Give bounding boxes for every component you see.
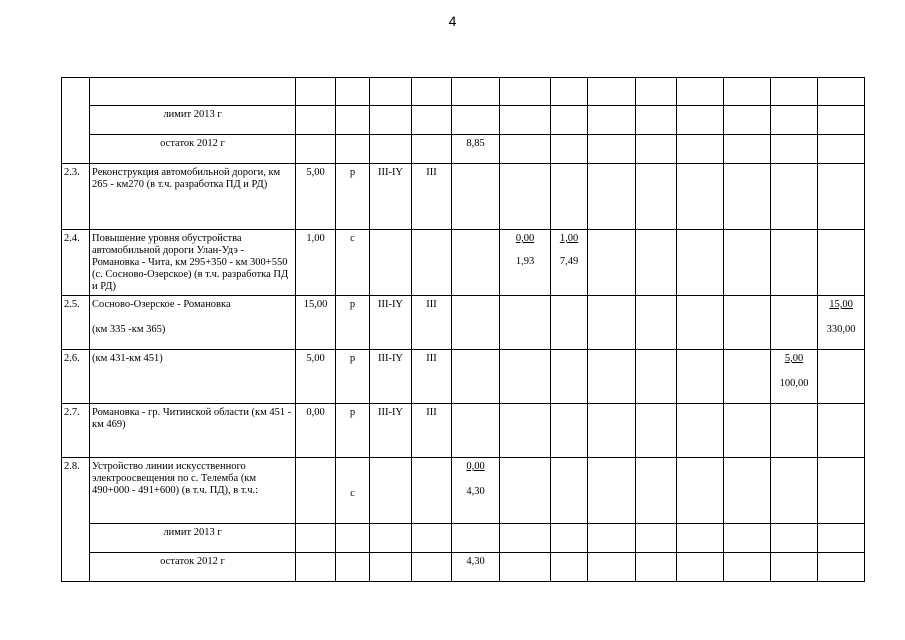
description-text-2: (км 335 -км 365): [92, 324, 166, 335]
table-row: [62, 106, 865, 135]
value-bottom: 4,30: [466, 486, 485, 497]
description-cell: Реконструкция автомобильной дороги, км 265 - км270 (в т.ч. разработка ПД и РД): [90, 164, 296, 230]
value-bottom: 100,00: [779, 378, 809, 389]
description-cell: (км 431-км 451): [90, 350, 296, 404]
class-cell: III: [412, 164, 452, 230]
number-cell: 2.3.: [62, 164, 90, 230]
value-cell: 4,30: [452, 553, 500, 582]
table-row: [62, 458, 865, 524]
description-cell: лимит 2013 г: [90, 524, 296, 553]
table-row: [62, 135, 865, 164]
category-cell: III-IY: [370, 404, 412, 458]
description-cell: остаток 2012 г: [90, 135, 296, 164]
value-top: 5,00: [784, 353, 804, 364]
value-cell: 5,00: [296, 350, 336, 404]
value-cell: 1,00: [296, 230, 336, 296]
type-cell: р: [336, 350, 370, 404]
type-cell: [336, 458, 370, 524]
description-cell: Романовка - гр. Читинской области (км 451 - км 469): [90, 404, 296, 458]
value-cell: [452, 458, 500, 524]
class-cell: III: [412, 296, 452, 350]
type-cell: р: [336, 296, 370, 350]
description-cell: лимит 2013 г: [90, 106, 296, 135]
value-top: 0,00: [515, 233, 535, 244]
number-cell: 2.5.: [62, 296, 90, 350]
value-top: 1,00: [559, 233, 579, 244]
value-top: 15,00: [829, 299, 853, 310]
category-cell: III-IY: [370, 164, 412, 230]
table-row: [62, 164, 865, 230]
table-row: [62, 296, 865, 350]
description-cell: остаток 2012 г: [90, 553, 296, 582]
page-number: 4: [448, 13, 457, 29]
description-text: Сосново-Озерское - Романовка: [92, 299, 231, 310]
type-cell: р: [336, 404, 370, 458]
number-cell: [62, 78, 90, 164]
table-row: [62, 553, 865, 582]
class-cell: III: [412, 350, 452, 404]
value-cell: [771, 350, 818, 404]
number-cell: 2.7.: [62, 404, 90, 458]
type-text: с: [350, 488, 355, 499]
description-cell: Устройство линии искусственного электроосвещения по с. Телемба (км 490+000 - 491+600) (в т.ч. ПД), в т.ч.:: [90, 458, 296, 524]
description-cell: [90, 230, 296, 296]
number-cell: 2.8.: [62, 458, 90, 582]
value-bottom: 330,00: [826, 324, 856, 335]
value-top: 0,00: [466, 461, 485, 472]
table-row: [62, 404, 865, 458]
category-cell: III-IY: [370, 296, 412, 350]
value-cell: 8,85: [452, 135, 500, 164]
value-cell: [818, 296, 865, 350]
works-table: [61, 77, 865, 582]
table-row: [62, 230, 865, 296]
description-cell: [90, 78, 296, 106]
description-text: Повышение уровня обустройства автомобильной дороги Улан-Удэ - Романовка - Чита, км 295+350 - км 300+550 (с. Сосново-Озерское) (в т.ч. разработка ПД и РД): [92, 233, 289, 292]
value-cell: [500, 230, 551, 296]
number-cell: 2.4.: [62, 230, 90, 296]
value-cell: 5,00: [296, 164, 336, 230]
class-cell: III: [412, 404, 452, 458]
value-cell: 15,00: [296, 296, 336, 350]
table-row: [62, 524, 865, 553]
description-cell: [90, 296, 296, 350]
category-cell: III-IY: [370, 350, 412, 404]
value-cell: [551, 230, 588, 296]
value-cell: 0,00: [296, 404, 336, 458]
type-cell: р: [336, 164, 370, 230]
value-bottom: 7,49: [559, 256, 579, 267]
number-cell: 2.6.: [62, 350, 90, 404]
type-cell: с: [336, 230, 370, 296]
table-row: [62, 78, 865, 106]
table-row: [62, 350, 865, 404]
value-bottom: 1,93: [515, 256, 535, 267]
